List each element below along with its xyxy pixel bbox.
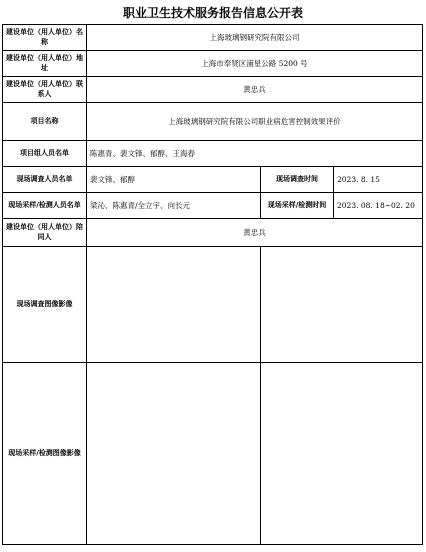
table-row [3,193,423,219]
sampling-images-label: 现场采样/检测图像影像 [3,363,87,545]
table-row [3,103,423,141]
sampling-staff-value: 梁沁、陈惠青/全立宇、向长元 [87,193,261,219]
sampling-image-slot [261,363,423,545]
survey-image-slot [261,247,423,363]
table-row [3,247,423,363]
project-name-label: 项目名称 [3,103,87,141]
table-row [3,77,423,103]
survey-time-value: 2023. 8. 15 [334,167,423,193]
project-members-value: 陈惠青、裴文锋、郁醇、王海春 [87,141,423,167]
unit-address-label: 建设单位（用人单位）地址 [3,51,87,77]
sampling-staff-label: 现场采样/检测人员名单 [3,193,87,219]
form-title: 职业卫生技术服务报告信息公开表 [122,5,303,20]
survey-time-label: 现场调查时间 [261,167,334,193]
survey-images-label: 现场调查图像影像 [3,247,87,363]
unit-address-value: 上海市奉贤区浦星公路 5200 号 [87,51,423,77]
table-row [3,25,423,51]
contact-label: 建设单位（用人单位）联系人 [3,77,87,103]
table-row [3,51,423,77]
table-row [3,219,423,247]
survey-image-slot [87,247,261,363]
table-row [3,141,423,167]
project-name-value: 上海玻璃钢研究院有限公司职业病危害控制效果评价 [87,103,423,141]
table-row [3,363,423,545]
contact-value: 黄忠兵 [87,77,423,103]
table-row [3,167,423,193]
sampling-time-value: 2023. 08. 18~02. 20 [334,193,423,219]
unit-name-label: 建设单位（用人单位）名称 [3,25,87,51]
escort-value: 黄忠兵 [87,219,423,247]
project-members-label: 项目组人员名单 [3,141,87,167]
survey-staff-value: 裴文锋、郁醇 [87,167,261,193]
escort-label: 建设单位（用人单位）陪同人 [3,219,87,247]
unit-name-value: 上海玻璃钢研究院有限公司 [87,25,423,51]
survey-staff-label: 现场调查人员名单 [3,167,87,193]
sampling-time-label: 现场采样/检测时间 [261,193,334,219]
disclosure-table [2,24,423,545]
sampling-image-slot [87,363,261,545]
